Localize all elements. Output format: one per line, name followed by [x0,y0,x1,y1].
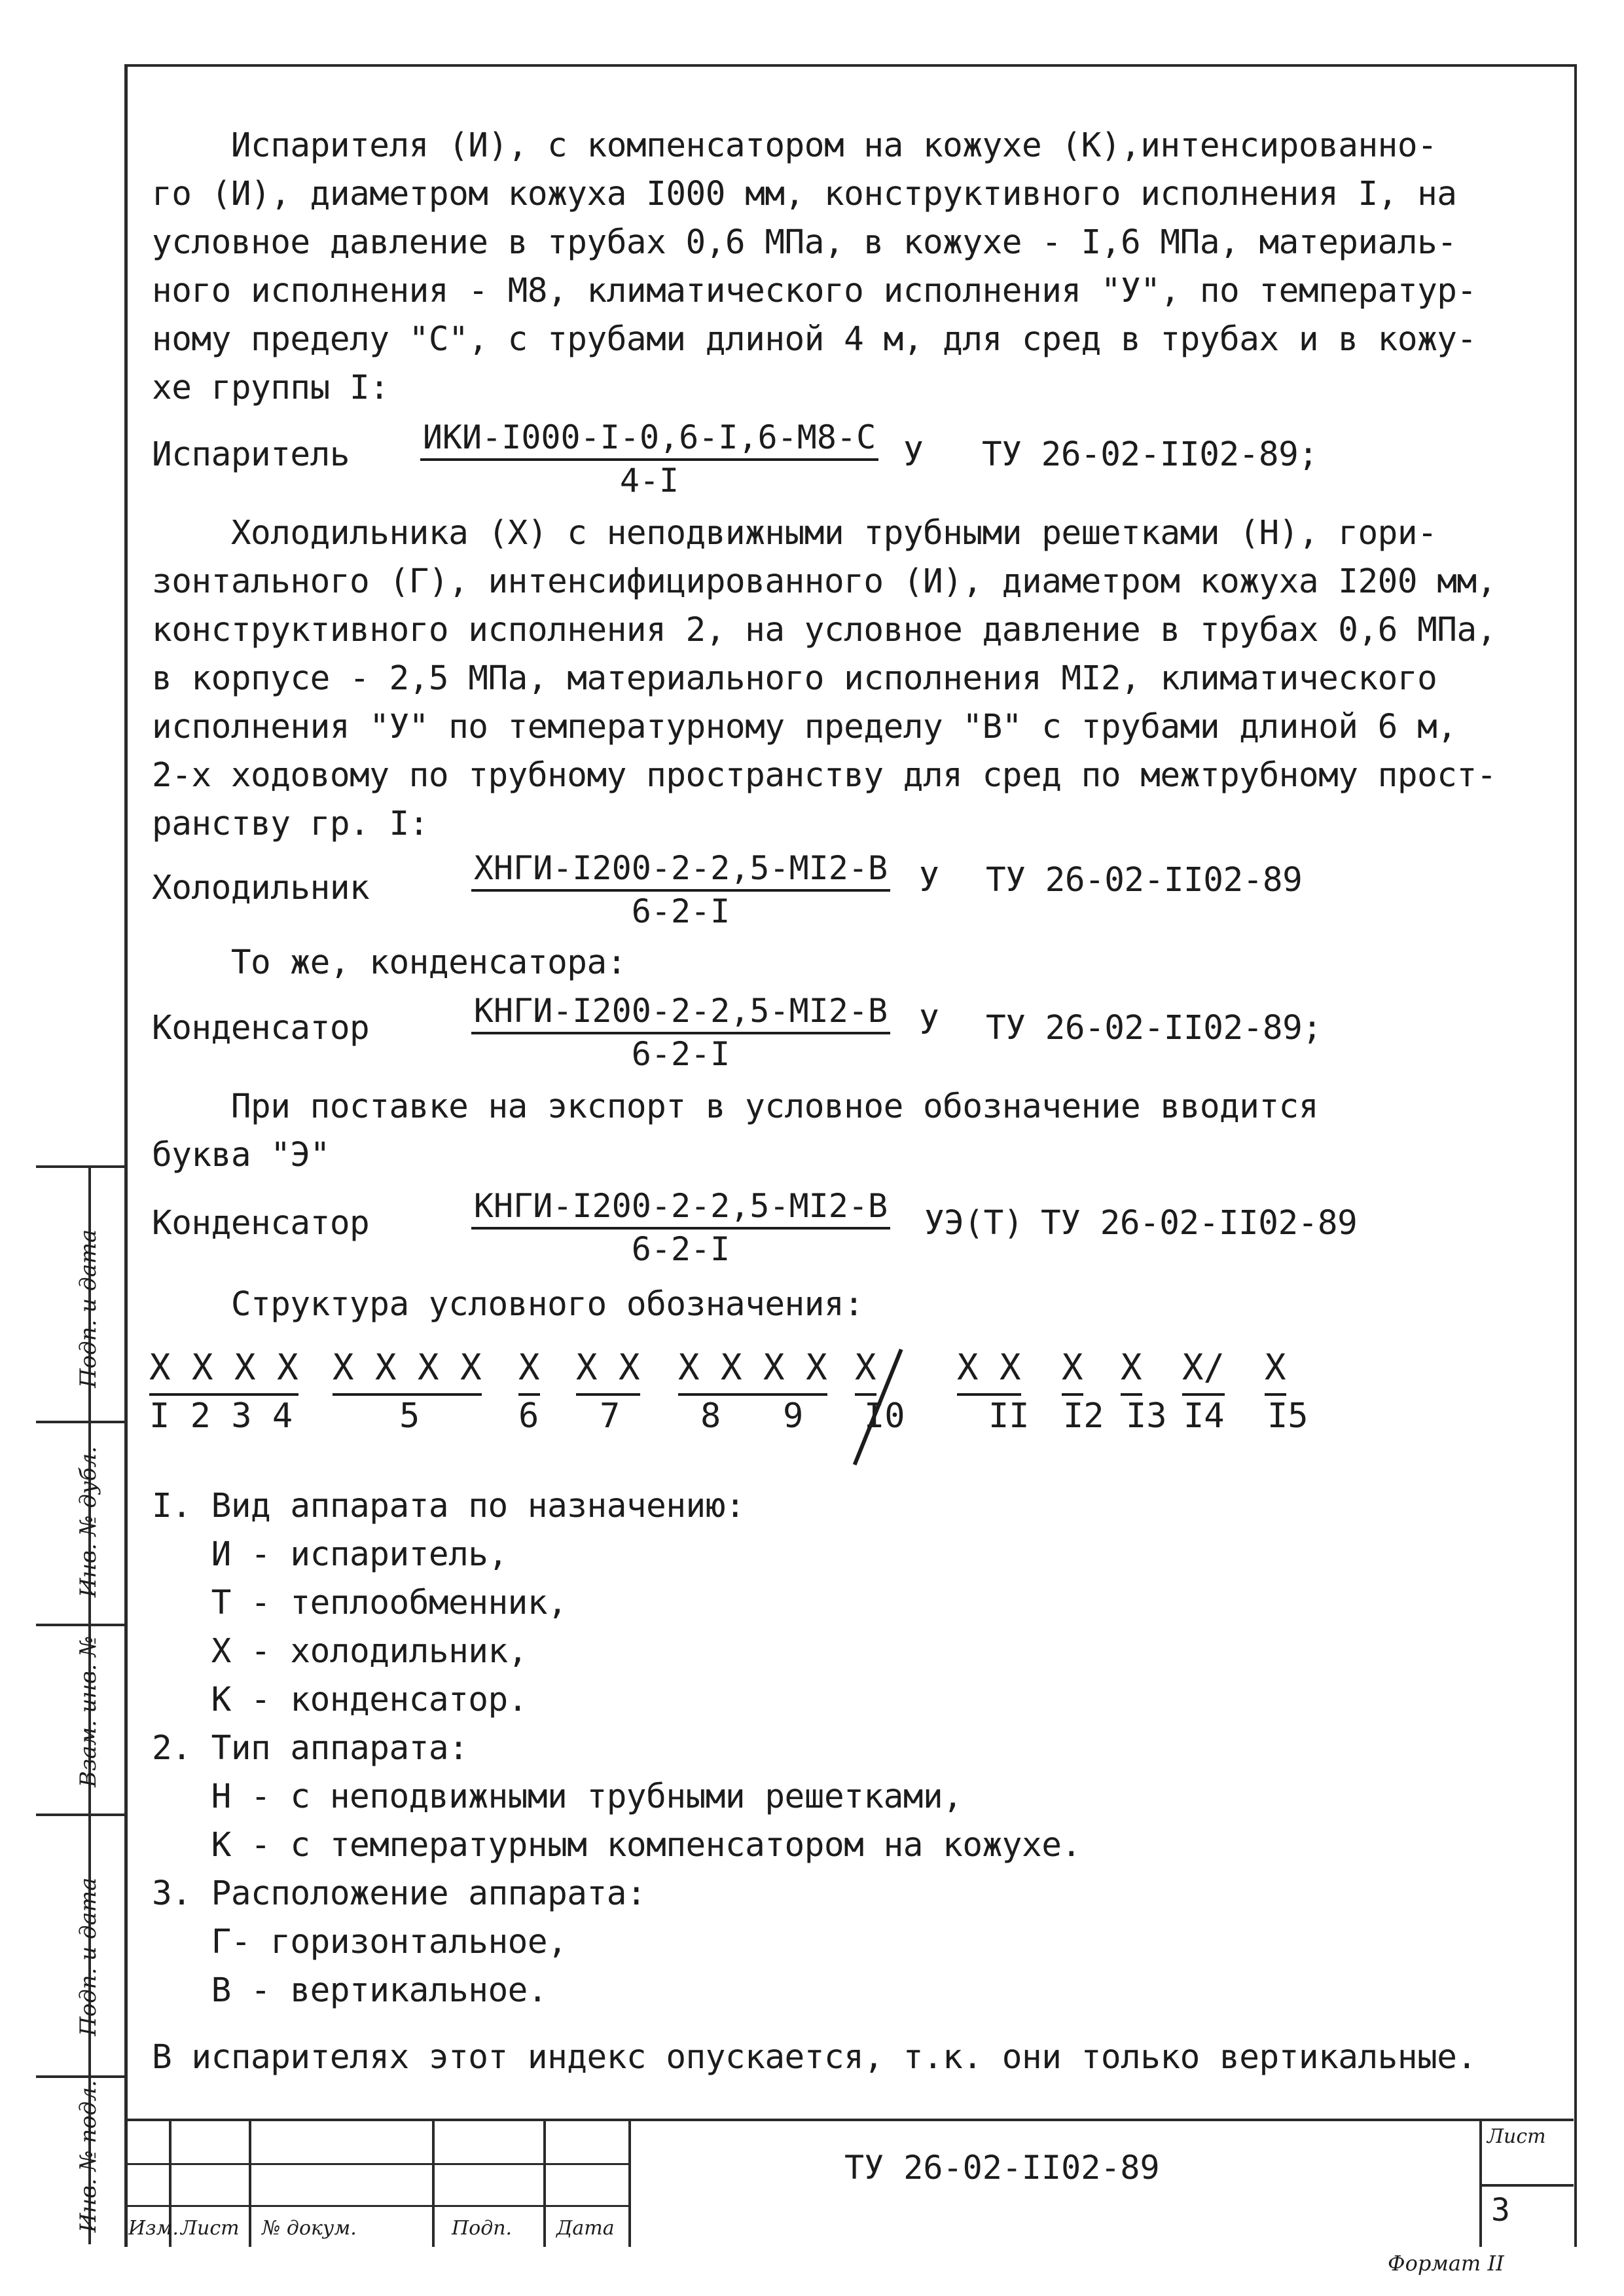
text-line: Структура условного обозначения: [152,1285,864,1324]
designation-suffix: У [903,435,924,474]
sheet-number: 3 [1491,2192,1510,2229]
structure-index: I 2 3 4 [149,1396,293,1436]
structure-index: I4 [1183,1396,1225,1436]
structure-group: X X X X [149,1347,298,1396]
structure-group: X/ [1182,1347,1225,1396]
structure-group: X [855,1347,876,1396]
list-item: Г- горизонтальное, [152,1923,568,1961]
tb-rule [124,2205,628,2207]
tb-col-label: № докум. [262,2217,357,2240]
structure-group: X X X X [333,1347,482,1396]
structure-group: X X [957,1347,1021,1396]
text-line: ному пределу "С", с трубами длиной 4 м, для сред в трубах и в кожу- [152,320,1477,359]
fraction-denominator: 6-2-I [631,1230,731,1268]
text-line: То же, конденсатора: [152,943,626,982]
list-item: Х - холодильник, [152,1632,528,1671]
list-item: К - с температурным компенсатором на кожухе. [152,1826,1081,1865]
format-label: Формат II [1388,2251,1504,2276]
structure-index: I3 [1126,1396,1167,1436]
list-item: Н - с неподвижными трубными решетками, [152,1777,963,1816]
structure-group: X [1121,1347,1142,1396]
tb-rule [543,2121,546,2247]
structure-index: II [988,1396,1030,1436]
fraction-numerator: ИКИ-I000-I-0,6-I,6-М8-С [420,418,878,461]
strip-rule [36,1624,124,1626]
strip-rule [36,2075,124,2078]
designation-fraction [401,418,898,500]
tb-rule [124,2163,628,2165]
structure-index: 5 [399,1396,420,1436]
list-item: 2. Тип аппарата: [152,1729,469,1768]
fraction-denominator: 6-2-I [631,1035,731,1073]
strip-label: Взам. инв. № [75,1635,101,1787]
text-line: конструктивного исполнения 2, на условное давление в трубах 0,6 МПа, [152,611,1496,649]
designation-label: Холодильник [152,869,370,907]
margin-strip [36,1165,124,2244]
fraction-numerator: КНГИ-I200-2-2,5-МI2-В [471,991,890,1034]
structure-group: X X X X [678,1347,827,1396]
designation-suffix: У [919,1004,939,1042]
structure-index: 7 [600,1396,621,1436]
designation-suffix: УЭ(Т) [924,1204,1024,1243]
tb-col-label: Изм. [128,2217,179,2240]
fraction-numerator: ХНГИ-I200-2-2,5-МI2-В [471,848,890,892]
structure-index: 9 [783,1396,804,1436]
strip-label: Инв. № подл. [75,2080,101,2232]
tb-rule [1479,2184,1574,2187]
designation-suffix: У [919,861,939,900]
text-line: исполнения "У" по температурному пределу "В" с трубами длиной 6 м, [152,708,1457,746]
structure-index: 8 [700,1396,721,1436]
tb-rule [432,2121,435,2247]
strip-label: Подп. и дата [75,1229,101,1388]
text-line: ного исполнения - М8, климатического исполнения "У", по температур- [152,272,1477,310]
sheet-label: Лист [1487,2125,1546,2148]
designation-tu: ТУ 26-02-II02-89 [986,861,1303,900]
structure-group: X X [576,1347,640,1396]
structure-index: I0 [864,1396,905,1436]
designation-tu: ТУ 26-02-II02-89; [982,435,1318,474]
designation-label: Конденсатор [152,1204,370,1243]
designation-tu: ТУ 26-02-II02-89 [1041,1204,1358,1243]
tb-col-label: Подп. [452,2217,513,2240]
designation-tu: ТУ 26-02-II02-89; [986,1009,1322,1048]
designation-label: Испаритель [152,435,350,474]
strip-label: Инв. № дубл. [75,1446,101,1597]
structure-index: I2 [1063,1396,1104,1436]
text-line: 2-х ходовому по трубному пространству для сред по межтрубному прост- [152,756,1496,795]
text-line: зонтального (Г), интенсифицированного (И), диаметром кожуха I200 мм, [152,562,1496,601]
text-line: Холодильника (Х) с неподвижными трубными решетками (Н), гори- [152,514,1437,553]
strip-rule [36,1813,124,1816]
structure-group: X [1265,1347,1286,1396]
designation-fraction [445,991,916,1074]
list-item: 3. Расположение аппарата: [152,1874,647,1913]
strip-rule [36,1165,124,1168]
designation-fraction [445,1186,916,1269]
list-item: В - вертикальное. [152,1971,548,2010]
structure-group: X [518,1347,540,1396]
list-item: К - конденсатор. [152,1681,528,1719]
text-line: буква "Э" [152,1136,330,1175]
document-code: ТУ 26-02-II02-89 [844,2149,1160,2187]
structure-group: X [1062,1347,1083,1396]
list-item: I. Вид аппарата по назначению: [152,1487,746,1525]
fraction-denominator: 4-I [619,462,679,500]
text-line: го (И), диаметром кожуха I000 мм, конструктивного исполнения I, на [152,175,1457,213]
structure-index: 6 [518,1396,539,1436]
list-item: Т - теплообменник, [152,1584,568,1622]
text-line: При поставке на экспорт в условное обозначение вводится [152,1087,1319,1126]
text-line: Испарителя (И), с компенсатором на кожухе (К),интенсированно- [152,126,1437,165]
structure-index: I5 [1267,1396,1308,1436]
tb-rule [249,2121,251,2247]
text-line: в корпусе - 2,5 МПа, материального исполнения МI2, климатического [152,659,1437,698]
fraction-numerator: КНГИ-I200-2-2,5-МI2-В [471,1186,890,1230]
text-line: хе группы I: [152,369,389,407]
list-item: И - испаритель, [152,1535,508,1574]
tb-rule [628,2121,631,2247]
strip-label: Подп. и дата [75,1877,101,2036]
strip-rule [36,1421,124,1423]
tb-col-label: Лист [181,2217,240,2240]
footer-note: В испарителях этот индекс опускается, т.к. они только вертикальные. [152,2038,1477,2077]
title-block [124,2119,1574,2247]
designation-fraction [445,848,916,931]
tb-col-label: Дата [556,2217,615,2240]
text-line: условное давление в трубах 0,6 МПа, в кожухе - I,6 МПа, материаль- [152,223,1457,262]
text-line: ранству гр. I: [152,805,429,843]
designation-label: Конденсатор [152,1009,370,1048]
fraction-denominator: 6-2-I [631,892,731,930]
